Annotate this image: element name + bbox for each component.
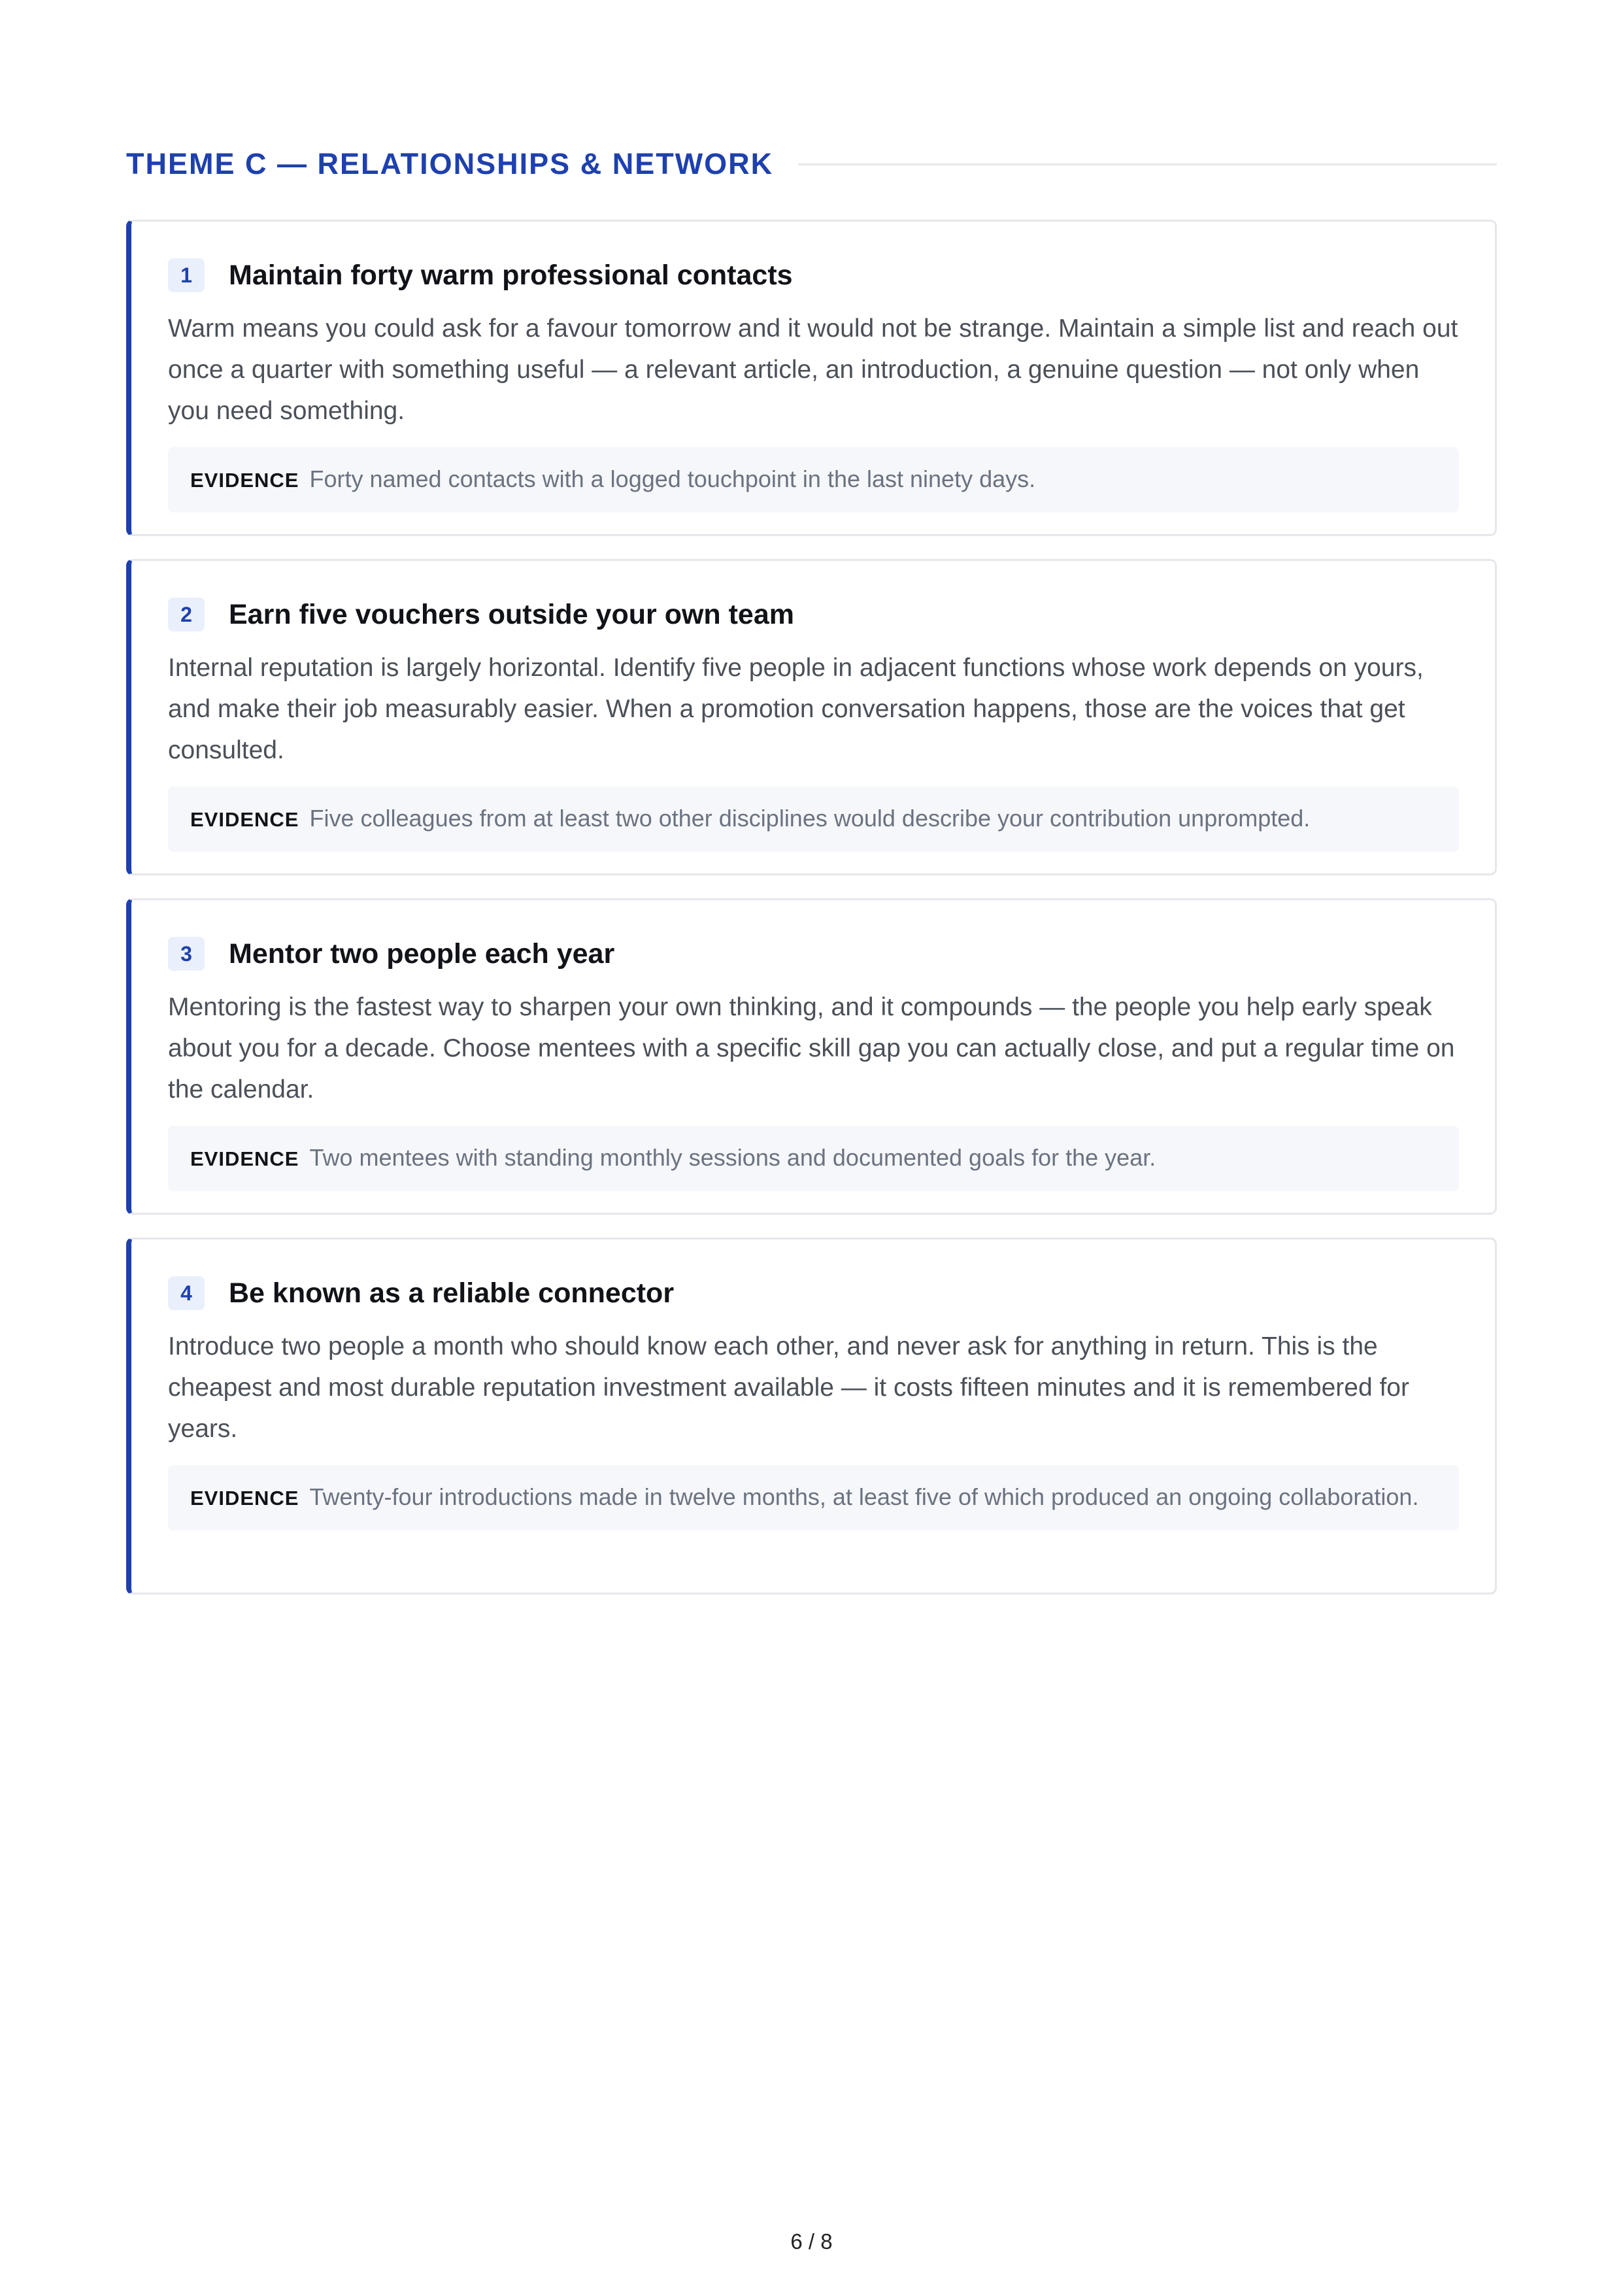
card-header [168,595,1459,634]
evidence-box [168,1465,1459,1530]
card-header [168,256,1459,295]
theme-divider [798,163,1497,165]
evidence-text: Five colleagues from at least two other disciplines would describe your contribution unprompted. [309,805,1311,832]
card-header [168,1274,1459,1313]
theme-header [126,143,1497,186]
evidence-text: Twenty-four introductions made in twelve months, at least five of which produced an ongoing collaboration. [309,1483,1419,1510]
card-title: Be known as a reliable connector [229,1277,675,1309]
number-badge: 4 [168,1276,205,1310]
evidence-box [168,1126,1459,1191]
page-indicator: 6 / 8 [790,2229,833,2254]
card-title: Maintain forty warm professional contacts [229,259,793,291]
card-description: Internal reputation is largely horizontal. Identify five people in adjacent functions whose work depends on yours, and make their job measurably easier. When a promotion conversation happens, those are the voices that get consulted. [168,654,1424,764]
goal-card-1 [126,220,1497,536]
goal-card-3 [126,898,1497,1215]
evidence-text: Forty named contacts with a logged touchpoint in the last ninety days. [309,465,1036,492]
evidence-label: EVIDENCE [190,469,299,492]
number-badge: 2 [168,598,205,632]
card-description: Introduce two people a month who should know each other, and never ask for anything in return. This is the cheapest and most durable reputation investment available — it costs fifteen minutes and it is remembered for years. [168,1332,1409,1443]
evidence-text: Two mentees with standing monthly sessions and documented goals for the year. [309,1144,1156,1171]
card-title: Mentor two people each year [229,937,615,970]
card-title: Earn five vouchers outside your own team [229,598,794,630]
number-badge: 3 [168,937,205,971]
evidence-label: EVIDENCE [190,1487,299,1510]
goal-card-4 [126,1238,1497,1595]
evidence-label: EVIDENCE [190,808,299,831]
card-header [168,934,1459,973]
card-description: Warm means you could ask for a favour tomorrow and it would not be strange. Maintain a simple list and reach out once a quarter with something useful — a relevant article, an introduction, a genuine question — not only when you need something. [168,314,1458,425]
card-description: Mentoring is the fastest way to sharpen your own thinking, and it compounds — the people you help early speak about you for a decade. Choose mentees with a specific skill gap you can actually close, and put a regular time on the calendar. [168,993,1455,1104]
evidence-box [168,447,1459,513]
number-badge: 1 [168,258,205,292]
theme-title: THEME C — RELATIONSHIPS & NETWORK [126,147,774,180]
evidence-box [168,786,1459,852]
goal-card-2 [126,559,1497,875]
evidence-label: EVIDENCE [190,1147,299,1170]
